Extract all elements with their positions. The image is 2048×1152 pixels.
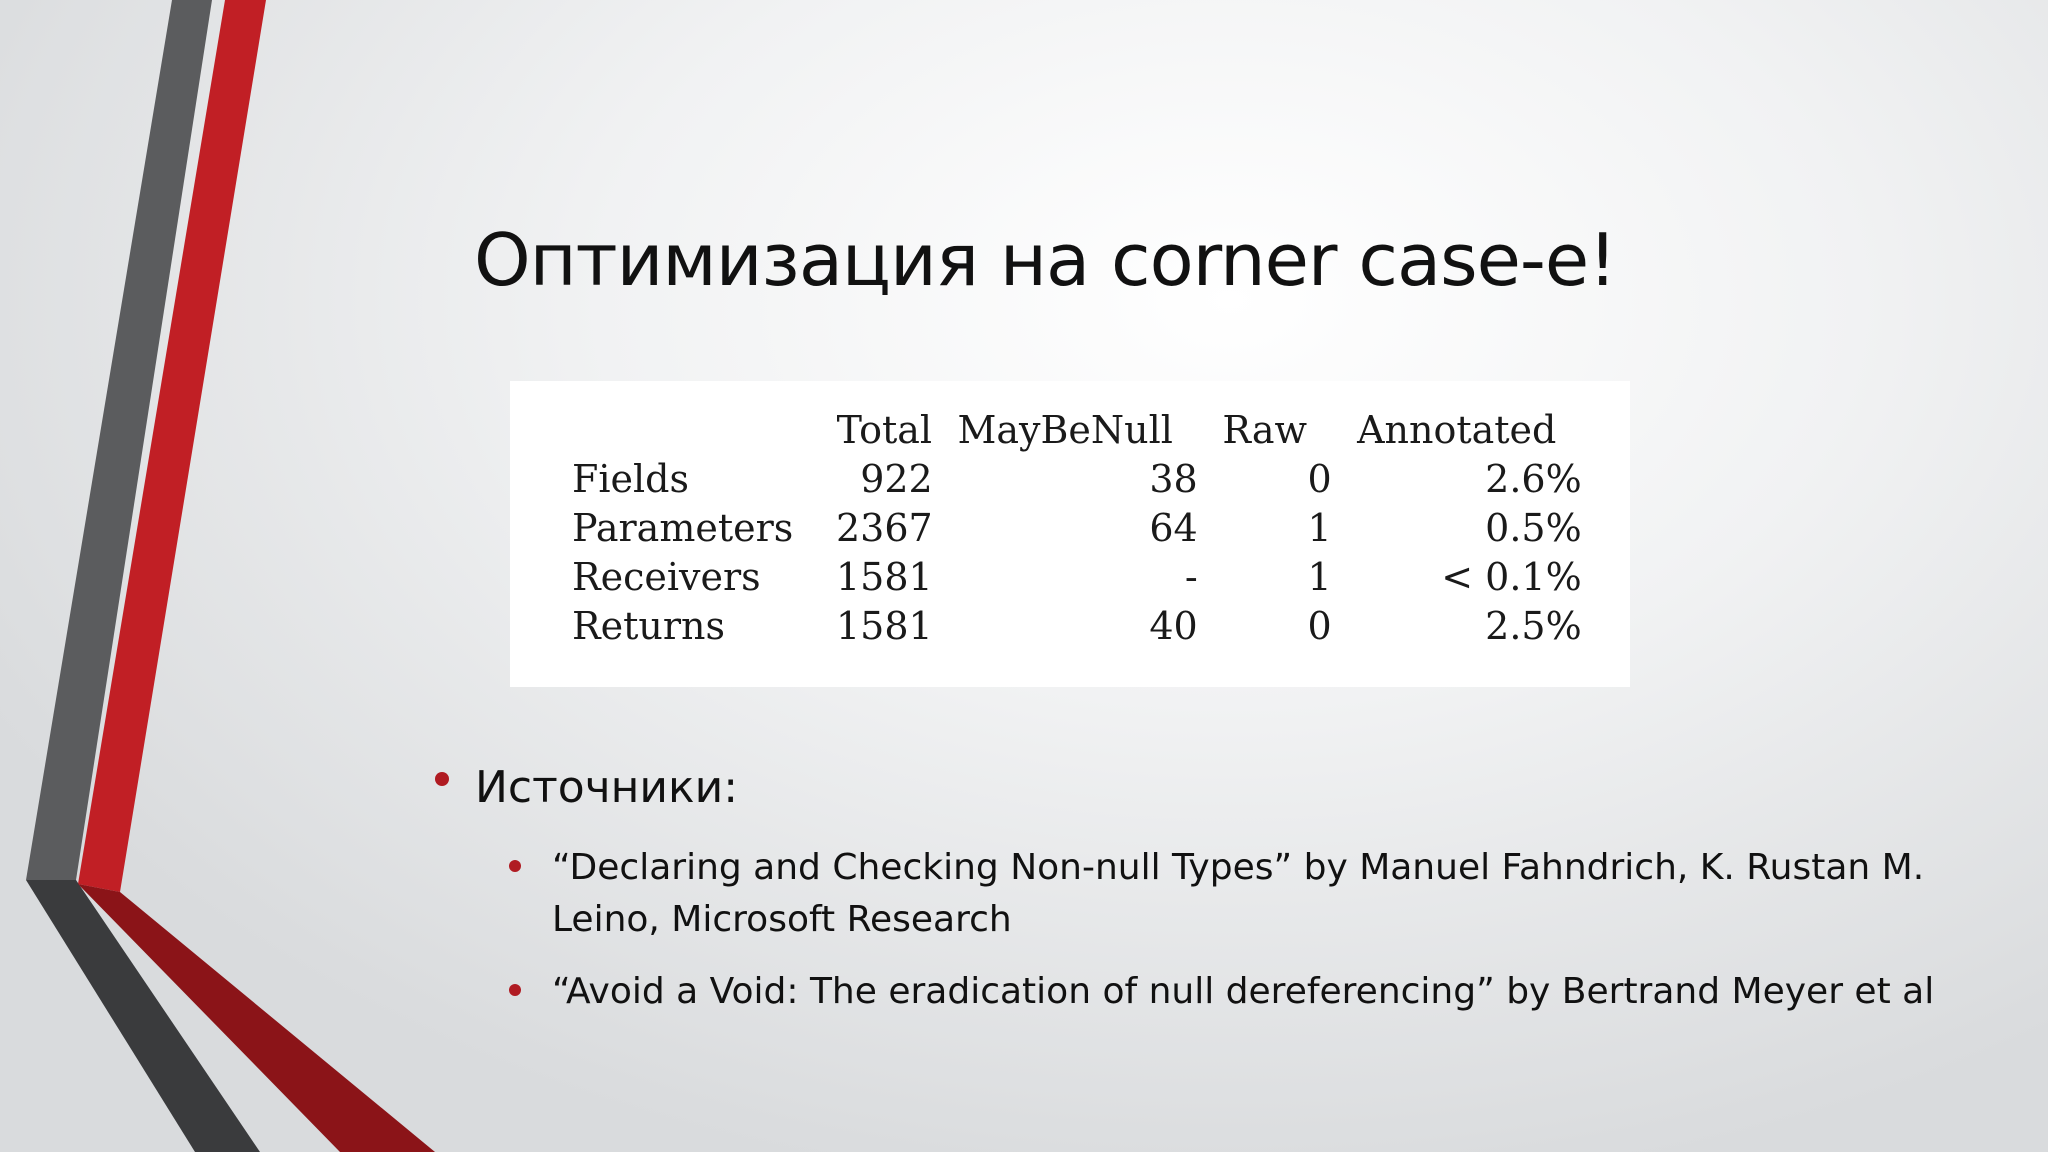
table-cell: 1 <box>1307 554 1332 599</box>
table-cell: 1581 <box>836 603 933 648</box>
header-cell-annotated: Annotated <box>1357 407 1557 452</box>
header-cell-total: Total <box>836 407 933 452</box>
row-label: Fields <box>572 456 689 501</box>
table-cell: 40 <box>1149 603 1198 648</box>
header-cell-raw: Raw <box>1222 407 1308 452</box>
bullet-source-item <box>552 966 2012 1018</box>
bullet-source-item <box>552 842 2012 946</box>
table-cell: 0 <box>1307 456 1332 501</box>
row-label: Parameters <box>572 505 794 550</box>
slide-title: Оптимизация на corner case-е! <box>473 218 1617 302</box>
source-text: “Declaring and Checking Non-null Types” by Manuel Fahndrich, K. Rustan M. Leino, Microsoft Research <box>552 847 1925 940</box>
table-cell: 38 <box>1149 456 1198 501</box>
sources-heading-text: Источники: <box>475 762 739 813</box>
table-cell: - <box>1184 554 1198 599</box>
header-cell-maybenull: MayBeNull <box>957 407 1173 452</box>
bullet-dot-icon <box>509 860 521 872</box>
table-cell: 922 <box>860 456 933 501</box>
table-cell: < 0.1% <box>1441 554 1582 599</box>
bullet-dot-icon <box>435 772 449 786</box>
table-cell: 64 <box>1149 505 1198 550</box>
table-cell: 0.5% <box>1485 505 1582 550</box>
table-cell: 2367 <box>836 505 933 550</box>
row-label: Receivers <box>572 554 761 599</box>
table-cell: 0 <box>1307 603 1332 648</box>
table-cell: 2.6% <box>1485 456 1582 501</box>
table-cell: 1581 <box>836 554 933 599</box>
row-label: Returns <box>572 603 725 648</box>
bullet-sources-heading <box>475 762 738 813</box>
source-text: “Avoid a Void: The eradication of null dereferencing” by Bertrand Meyer et al <box>552 971 1935 1012</box>
table-cell: 2.5% <box>1485 603 1582 648</box>
table-cell: 1 <box>1307 505 1332 550</box>
bullet-dot-icon <box>509 984 521 996</box>
